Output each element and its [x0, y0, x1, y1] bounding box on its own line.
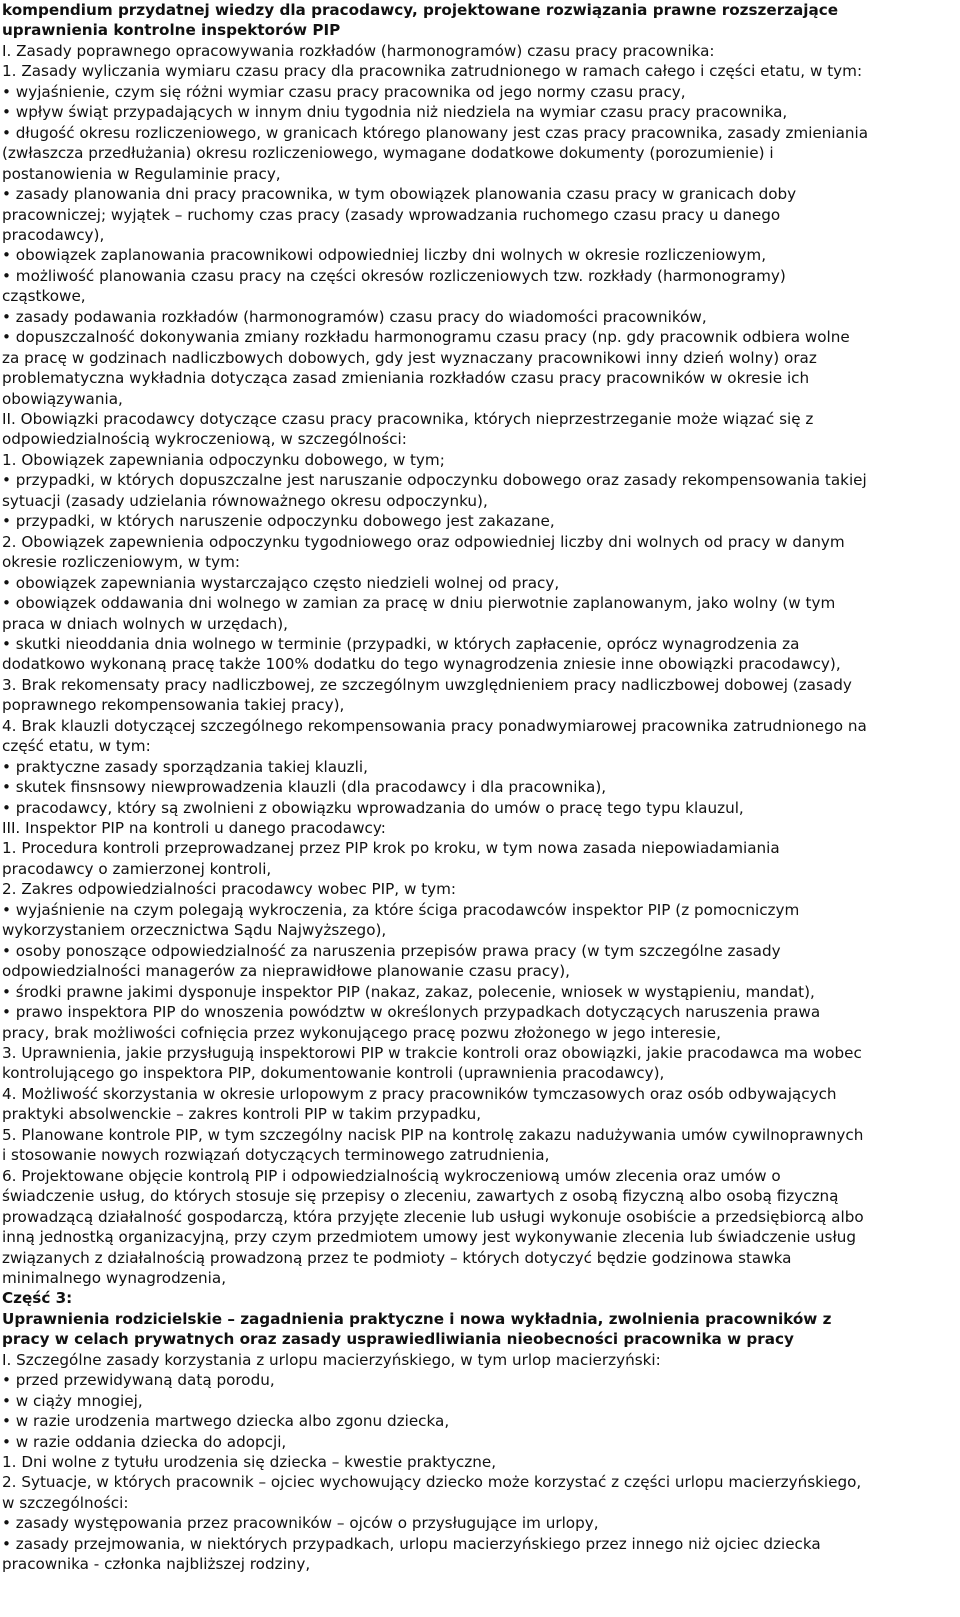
text-line: wykorzystaniem orzecznictwa Sądu Najwyższego),	[2, 921, 387, 940]
text-line: 4. Możliwość skorzystania w okresie urlopowym z pracy pracowników tymczasowych oraz osób odbywających	[2, 1084, 837, 1103]
text-line: • skutki nieoddania dnia wolnego w terminie (przypadki, w których zapłacenie, oprócz wynagrodzenia za	[2, 634, 800, 653]
text-line: prowadzącą działalność gospodarczą, która przyjęte zlecenie lub usługi wykonuje osobiście a przedsiębiorcą albo	[2, 1207, 864, 1226]
text-line: 2. Obowiązek zapewnienia odpoczynku tygodniowego oraz odpowiedniej liczby dni wolnych od pracy w danym	[2, 532, 845, 551]
text-line: • wyjaśnienie, czym się różni wymiar czasu pracy pracownika od jego normy czasu pracy,	[2, 82, 686, 101]
text-line: pracodawcy),	[2, 225, 105, 244]
text-line: pracy, brak możliwości cofnięcia przez wykonującego pracę pozwu złożonego w jego interesie,	[2, 1023, 721, 1042]
text-line: 1. Obowiązek zapewniania odpoczynku dobowego, w tym;	[2, 450, 445, 469]
text-line: • wyjaśnienie na czym polegają wykroczenia, za które ściga pracodawców inspektor PIP (z pomocniczym	[2, 900, 800, 919]
text-line: • przypadki, w których naruszenie odpoczynku dobowego jest zakazane,	[2, 512, 555, 531]
text-line: • praktyczne zasady sporządzania takiej klauzli,	[2, 757, 368, 776]
text-line: za pracę w godzinach nadliczbowych dobowych, gdy jest wyznaczany pracownikowi inny dzień wolny) oraz	[2, 348, 817, 367]
text-line: III. Inspektor PIP na kontroli u danego pracodawcy:	[2, 819, 386, 837]
text-line: obowiązywania,	[2, 389, 123, 408]
text-line: okresie rozliczeniowym, w tym:	[2, 553, 241, 572]
text-line: praca w dniach wolnych w urzędach),	[2, 614, 288, 633]
text-line: • obowiązek zaplanowania pracownikowi odpowiedniej liczby dni wolnych w okresie rozliczeniowym,	[2, 246, 767, 265]
text-line: postanowienia w Regulaminie pracy,	[2, 164, 281, 183]
heading-line: pracy w celach prywatnych oraz zasady usprawiedliwiania nieobecności pracownika w pracy	[2, 1330, 794, 1349]
text-line: • wpływ świąt przypadających w innym dniu tygodnia niż niedziela na wymiar czasu pracy pracownika,	[2, 103, 788, 122]
text-line: • przed przewidywaną datą porodu,	[2, 1371, 275, 1390]
text-line: • osoby ponoszące odpowiedzialność za naruszenia przepisów prawa pracy (w tym szczególne zasady	[2, 941, 781, 960]
text-line: I. Szczególne zasady korzystania z urlopu macierzyńskiego, w tym urlop macierzyński:	[2, 1350, 661, 1369]
text-line: 1. Dni wolne z tytułu urodzenia się dziecka – kwestie praktyczne,	[2, 1453, 497, 1471]
text-line: • skutek finsnsowy niewprowadzenia klauzli (dla pracodawcy i dla pracownika),	[2, 778, 607, 797]
text-line: w szczególności:	[2, 1493, 129, 1512]
text-line: odpowiedzialnością wykroczeniową, w szczególności:	[2, 430, 407, 449]
text-line: pracowniczej; wyjątek – ruchomy czas pracy (zasady wprowadzania ruchomego czasu pracy u danego	[2, 205, 781, 224]
text-line: • zasady występowania przez pracowników – ojców o przysługujące im urlopy,	[2, 1514, 599, 1533]
text-line: pracodawcy o zamierzonej kontroli,	[2, 859, 272, 878]
text-line: związanych z działalnością prowadzoną przez te podmioty – których dotyczyć będzie godzinowa stawka	[2, 1248, 792, 1267]
text-line: problematyczna wykładnia dotycząca zasad zmieniania rozkładów czasu pracy pracowników w okresie ich	[2, 369, 810, 388]
text-line: 6. Projektowane objęcie kontrolą PIP i odpowiedzialnością wykroczeniową umów zlecenia oraz umów o	[2, 1166, 781, 1185]
heading-line: uprawnienia kontrolne inspektorów PIP	[2, 21, 341, 40]
text-line: 2. Zakres odpowiedzialności pracodawcy wobec PIP, w tym:	[2, 880, 457, 899]
text-line: kontrolującego go inspektora PIP, dokumentowanie kontroli (uprawnienia pracodawcy),	[2, 1064, 665, 1083]
text-line: 1. Procedura kontroli przeprowadzanej przez PIP krok po kroku, w tym nowa zasada niepowiadamiania	[2, 839, 780, 858]
text-line: praktyki absolwenckie – zakres kontroli PIP w takim przypadku,	[2, 1105, 482, 1124]
text-line: i stosowanie nowych rozwiązań dotyczących terminowego zatrudnienia,	[2, 1146, 550, 1165]
text-line: • środki prawne jakimi dysponuje inspektor PIP (nakaz, zakaz, polecenie, wniosek w wystąpieniu, mandat),	[2, 982, 815, 1001]
text-line: • pracodawcy, który są zwolnieni z obowiązku wprowadzania do umów o pracę tego typu klauzul,	[2, 798, 744, 817]
heading-line: Część 3:	[2, 1289, 73, 1308]
heading-line: kompendium przydatnej wiedzy dla pracodawcy, projektowane rozwiązania prawne rozszerzające	[2, 1, 839, 19]
text-line: dodatkowo wykonaną pracę także 100% dodatku do tego wynagrodzenia zniesie inne obowiązki pracodawcy),	[2, 655, 841, 674]
text-line: 2. Sytuacje, w których pracownik – ojciec wychowujący dziecko może korzystać z części urlopu macierzyńskiego,	[2, 1473, 862, 1492]
text-line: cząstkowe,	[2, 287, 86, 306]
text-line: minimalnego wynagrodzenia,	[2, 1268, 227, 1287]
text-line: pracownika - członka najbliższej rodziny,	[2, 1555, 311, 1574]
text-line: • zasady planowania dni pracy pracownika, w tym obowiązek planowania czasu pracy w granicach doby	[2, 185, 797, 203]
text-line: 3. Brak rekomensaty pracy nadliczbowej, ze szczególnym uwzględnieniem pracy nadliczbowej dobowej (zasady	[2, 675, 852, 694]
text-line: II. Obowiązki pracodawcy dotyczące czasu pracy pracownika, których nieprzestrzeganie może wiązać się z	[2, 410, 814, 428]
text-line: 3. Uprawnienia, jakie przysługują inspektorowi PIP w trakcie kontroli oraz obowiązki, jakie pracodawca ma wobec	[2, 1044, 862, 1062]
text-line: • obowiązek zapewniania wystarczająco często niedzieli wolnej od pracy,	[2, 573, 560, 592]
text-line: • w razie urodzenia martwego dziecka albo zgonu dziecka,	[2, 1412, 450, 1430]
heading-line: Uprawnienia rodzicielskie – zagadnienia praktyczne i nowa wykładnia, zwolnienia pracowników z	[2, 1309, 832, 1328]
text-line: część etatu, w tym:	[2, 737, 151, 756]
text-line: świadczenie usług, do których stosuje się przepisy o zleceniu, zawartych z osobą fizyczną albo osobą fizyczną	[2, 1187, 839, 1206]
text-line: • możliwość planowania czasu pracy na części okresów rozliczeniowych tzw. rozkłady (harmonogramy)	[2, 266, 786, 285]
text-line: • długość okresu rozliczeniowego, w granicach którego planowany jest czas pracy pracownika, zasady zmieniania	[2, 123, 869, 142]
text-line: odpowiedzialności managerów za nieprawidłowe planowanie czasu pracy),	[2, 962, 570, 981]
text-line: (zwłaszcza przedłużania) okresu rozliczeniowego, wymagane dodatkowe dokumenty (porozumienie) i	[2, 144, 774, 163]
text-line: • zasady przejmowania, w niektórych przypadkach, urlopu macierzyńskiego przez innego niż ojciec dziecka	[2, 1534, 821, 1553]
text-line: • w razie oddania dziecka do adopcji,	[2, 1432, 287, 1451]
text-line: • dopuszczalność dokonywania zmiany rozkładu harmonogramu czasu pracy (np. gdy pracownik odbiera wolne	[2, 328, 850, 347]
text-line: 4. Brak klauzli dotyczącej szczególnego rekompensowania pracy ponadwymiarowej pracownika zatrudnionego na	[2, 716, 867, 735]
text-line: • w ciąży mnogiej,	[2, 1391, 143, 1410]
text-line: • przypadki, w których dopuszczalne jest naruszanie odpoczynku dobowego oraz zasady rekompensowania takiej	[2, 471, 867, 490]
text-line: 5. Planowane kontrole PIP, w tym szczególny nacisk PIP na kontrolę zakazu nadużywania umów cywilnoprawnych	[2, 1125, 864, 1144]
text-line: poprawnego rekompensowania takiej pracy),	[2, 696, 345, 715]
text-line: • prawo inspektora PIP do wnoszenia powództw w określonych przypadkach dotyczących naruszenia prawa	[2, 1003, 821, 1021]
text-line: • obowiązek oddawania dni wolnego w zamian za pracę w dniu pierwotnie zaplanowanym, jako wolny (w tym	[2, 594, 836, 612]
text-line: • zasady podawania rozkładów (harmonogramów) czasu pracy do wiadomości pracowników,	[2, 307, 707, 326]
text-line: sytuacji (zasady udzielania równoważnego okresu odpoczynku),	[2, 491, 488, 510]
text-line: I. Zasady poprawnego opracowywania rozkładów (harmonogramów) czasu pracy pracownika:	[2, 41, 715, 60]
text-line: 1. Zasady wyliczania wymiaru czasu pracy dla pracownika zatrudnionego w ramach całego i części etatu, w tym:	[2, 62, 863, 81]
text-line: inną jednostką organizacyjną, przy czym przedmiotem umowy jest wykonywanie zlecenia lub świadczenie usług	[2, 1228, 857, 1246]
